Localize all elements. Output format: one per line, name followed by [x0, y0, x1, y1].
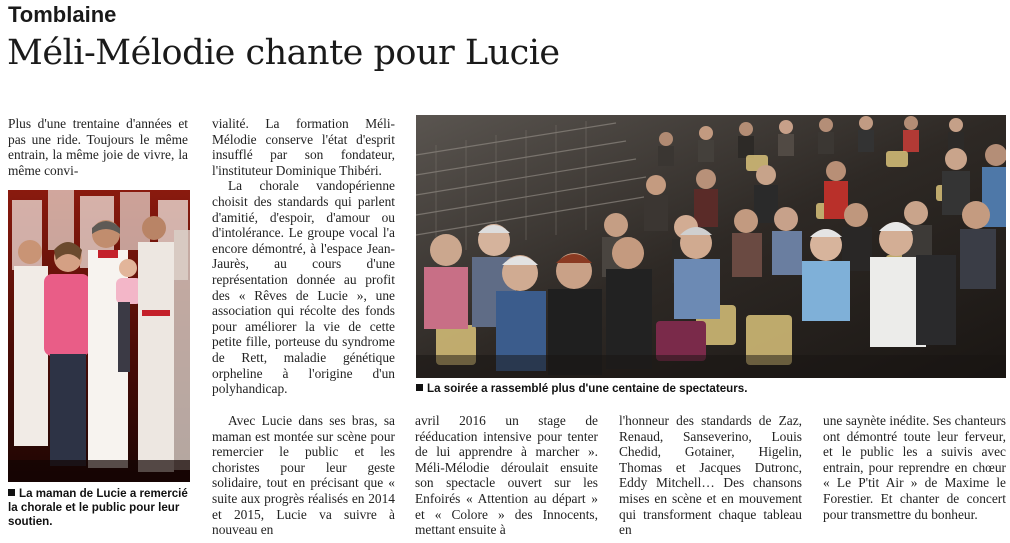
article-column-2 — [212, 116, 395, 397]
article-paragraph: Plus d'une trentaine d'années et pas une ride. Toujours le même entrain, la même joie de vivre, la même convi- — [8, 116, 188, 178]
article-paragraph: avril 2016 un stage de rééducation intensive pour tenter de lui apprendre à marcher ». Méli-Mélodie déroulait ensuite son spectacle ouvert sur les Enfoirés « Attention au départ » et « Colore » des Innocents, mettant ensuite à — [415, 413, 598, 538]
stage-photo-illustration — [8, 190, 190, 482]
audience-photo-caption — [416, 382, 1006, 396]
article-column-3 — [415, 413, 598, 538]
stage-photo-caption — [8, 487, 194, 529]
article-column-1 — [8, 116, 188, 178]
stage-caption-text: La maman de Lucie a remercié la chorale et le public pour leur soutien. — [8, 487, 188, 528]
audience-caption-text: La soirée a rassemblé plus d'une centaine de spectateurs. — [427, 382, 748, 395]
article-paragraph: vialité. La formation Méli-Mélodie conserve l'état d'esprit insufflé par son fondateur, l'instituteur Dominique Thibéri. — [212, 116, 395, 178]
audience-photo-illustration — [416, 115, 1006, 378]
article-column-2-end — [212, 413, 395, 538]
stage-photo — [8, 190, 190, 482]
section-kicker: Tomblaine — [8, 2, 117, 27]
article-paragraph: La chorale vandopérienne choisit des standards qui parlent d'amitié, d'espoir, d'amour ou d'intolérance. Le groupe vocal l'a encore démontré, à l'espace Jean-Jaurès, au cours d'une représentation donnée au profit des « Rêves de Lucie », une association qui récolte des fonds pour améliorer la vie de cette petite fille, porteuse du syndrome de Rett, maladie génétique orpheline à l'origine d'un polyhandicap. — [212, 178, 395, 397]
caption-bullet-icon — [416, 384, 423, 391]
article-headline: Méli-Mélodie chante pour Lucie — [7, 33, 560, 73]
article-paragraph: Avec Lucie dans ses bras, sa maman est montée sur scène pour remercier le public et les choristes pour leur geste solidaire, tout en précisant que « suite aux progrès réalisés en 2014 et 2015, Lucie va suivre à nouveau en — [212, 413, 395, 538]
audience-photo — [416, 115, 1006, 378]
article-column-5 — [823, 413, 1006, 522]
article-paragraph: l'honneur des standards de Zaz, Renaud, Sanseverino, Louis Chedid, Gotainer, Higelin, Thomas et Jacques Dutronc, Eddy Mitchell… Des chansons mises en scène et en mouvement qui transforment chaque tableau en — [619, 413, 802, 538]
caption-bullet-icon — [8, 489, 15, 496]
article-paragraph: une saynète inédite. Ses chanteurs ont démontré toute leur ferveur, et le public les a suivis avec entrain, pour reprendre en chœur « Le P'tit Air » de Maxime le Forestier. Et chanter de concert pour transmettre du bonheur. — [823, 413, 1006, 522]
article-column-4 — [619, 413, 802, 538]
